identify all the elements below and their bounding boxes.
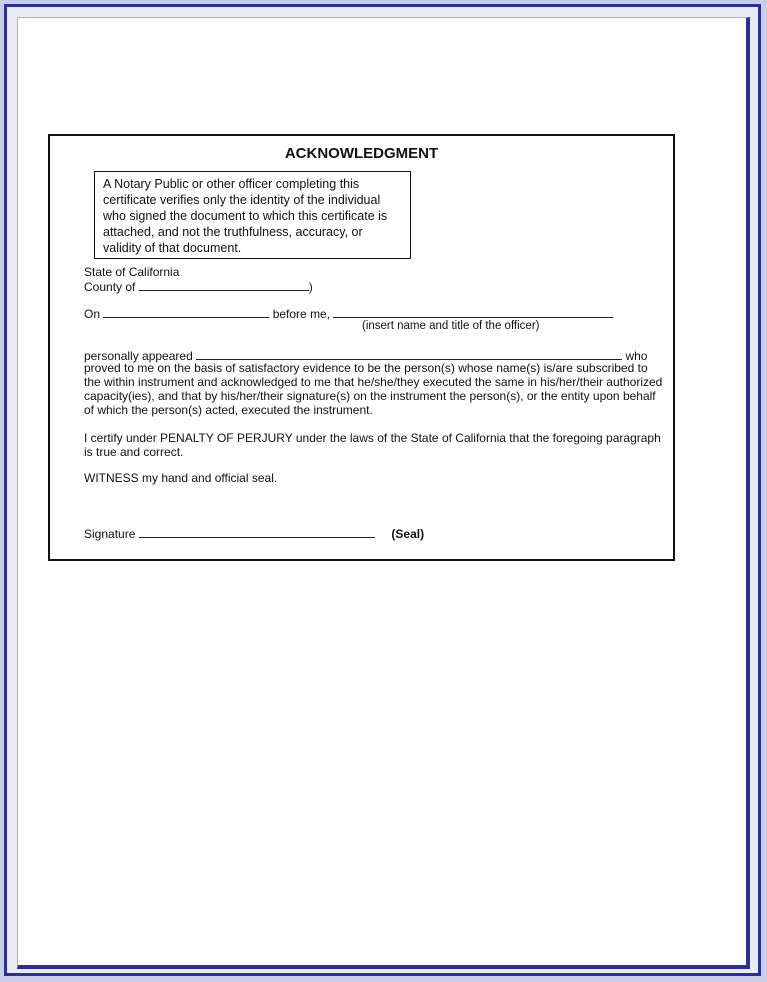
county-close: ) — [308, 280, 313, 294]
form-title: ACKNOWLEDGMENT — [284, 145, 439, 162]
county-label: County of — [84, 280, 136, 294]
state-line — [84, 265, 179, 279]
witness-text: WITNESS my hand and official seal. — [84, 471, 278, 485]
state-label: State of California — [84, 265, 180, 279]
county-blank[interactable] — [139, 279, 309, 291]
date-blank[interactable] — [103, 306, 269, 318]
on-label: On — [84, 307, 101, 321]
signature-label: Signature — [84, 527, 136, 541]
acknowledgment-form — [48, 134, 675, 561]
date-line — [84, 306, 613, 321]
perjury-paragraph: I certify under PENALTY OF PERJURY under the laws of the State of California that the foregoing paragraph is true and correct. — [84, 431, 661, 459]
signature-blank[interactable] — [139, 526, 375, 538]
officer-hint: (insert name and title of the officer) — [362, 320, 540, 332]
notary-notice-box: A Notary Public or other officer completing this certificate verifies only the identity of the individual who signed the document to which this certificate is attached, and not the truthfulness, accuracy, or validity of that document. — [94, 171, 411, 259]
signer-name-blank[interactable] — [196, 348, 622, 360]
before-me-label: before me, — [272, 307, 331, 321]
officer-name-blank[interactable] — [333, 306, 613, 318]
signature-line — [84, 526, 424, 541]
proof-paragraph: proved to me on the basis of satisfactory evidence to be the person(s) whose name(s) is/are subscribed to the within instrument and acknowledged to me that he/she/they executed the same in his/her/their authorized capacity(ies), and that by his/her/their signature(s) on the instrument the person(s), or the entity upon behalf of which the person(s) acted, executed the instrument. — [84, 361, 663, 417]
county-line — [84, 279, 313, 294]
personally-appeared-label: personally appeared — [84, 349, 193, 363]
who-label: who — [625, 349, 648, 363]
seal-label: (Seal) — [391, 527, 425, 541]
